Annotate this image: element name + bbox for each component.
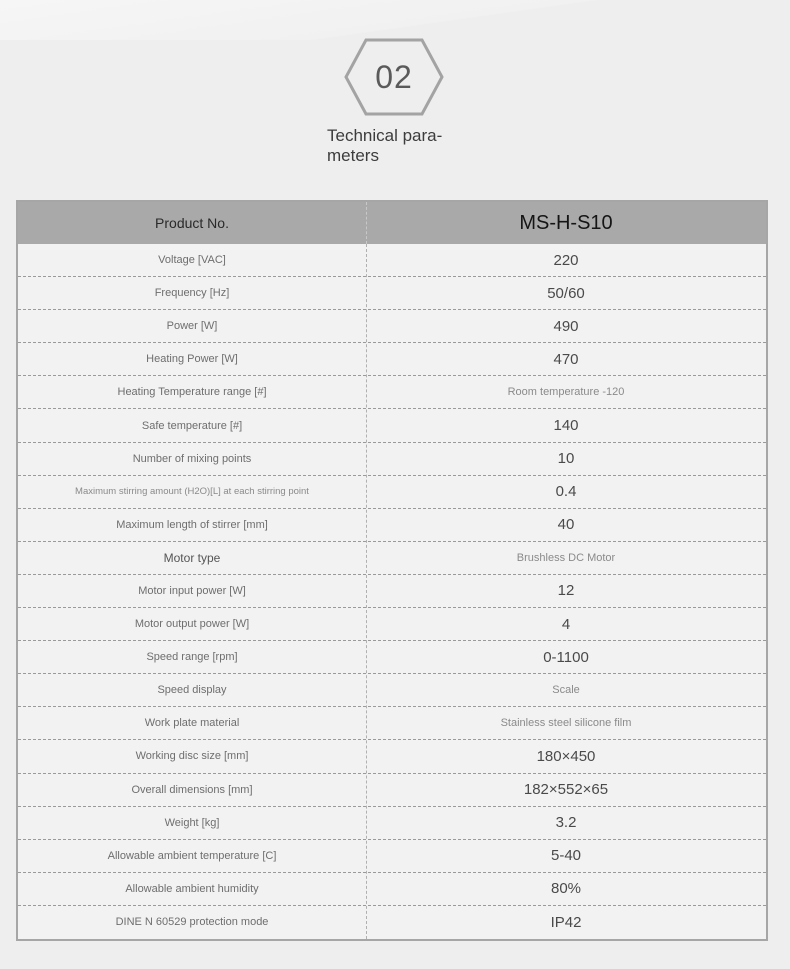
column-divider: [366, 202, 367, 244]
row-label: Speed display: [157, 684, 227, 697]
row-label: Number of mixing points: [132, 452, 252, 465]
row-value: 50/60: [547, 284, 585, 302]
section-title: [327, 126, 487, 166]
table-row: [18, 244, 766, 277]
row-value: IP42: [550, 913, 582, 931]
row-value: 140: [553, 417, 579, 435]
row-label: Weight [kg]: [164, 816, 220, 829]
table-row: [18, 277, 766, 310]
row-value: 40: [557, 516, 575, 534]
row-value: 10: [557, 450, 575, 468]
table-row: [18, 476, 766, 509]
table-row: [18, 906, 766, 939]
table-row: [18, 310, 766, 343]
table-row: [18, 807, 766, 840]
row-value: 180×450: [536, 747, 596, 765]
section-number: 02: [375, 58, 413, 95]
row-label: Overall dimensions [mm]: [131, 783, 253, 796]
row-label: Heating Temperature range [#]: [117, 386, 267, 399]
table-row: [18, 542, 766, 575]
row-value: 4: [561, 615, 571, 633]
row-value: 3.2: [555, 814, 577, 832]
row-value: 470: [553, 350, 579, 368]
table-row: [18, 840, 766, 873]
row-value: 80%: [550, 880, 582, 898]
table-row: [18, 376, 766, 409]
table-row: [18, 343, 766, 376]
row-value: Brushless DC Motor: [516, 551, 616, 564]
column-divider: [366, 244, 367, 939]
specs-table: [16, 200, 768, 941]
row-value: 5-40: [550, 847, 582, 865]
row-value: Stainless steel silicone film: [500, 717, 632, 730]
row-label: Motor input power [W]: [138, 584, 246, 597]
row-label: Maximum stirring amount (H2O)[L] at each stirring point: [75, 486, 309, 498]
row-label: Heating Power [W]: [146, 353, 238, 366]
section-title-line1: Technical para-: [327, 126, 443, 145]
row-value: Room temperature -120: [507, 386, 625, 399]
table-row: [18, 443, 766, 476]
table-row: [18, 641, 766, 674]
table-row: [18, 409, 766, 442]
row-label: Allowable ambient humidity: [125, 882, 259, 895]
background-sheen: [0, 0, 790, 40]
row-label: Allowable ambient temperature [C]: [107, 849, 277, 862]
row-label: Work plate material: [144, 717, 240, 730]
row-label: Maximum length of stirrer [mm]: [116, 518, 268, 531]
table-row: [18, 674, 766, 707]
row-label: Working disc size [mm]: [135, 750, 249, 763]
table-row: [18, 774, 766, 807]
row-label: Safe temperature [#]: [141, 419, 243, 432]
header-label: Product No.: [155, 215, 229, 231]
table-row: [18, 740, 766, 773]
header-value: MS-H-S10: [519, 211, 613, 234]
table-body: [18, 244, 766, 939]
row-label: Power [W]: [166, 320, 218, 333]
table-row: [18, 707, 766, 740]
table-header: [18, 202, 766, 244]
row-label: Frequency [Hz]: [154, 287, 230, 300]
table-row: [18, 575, 766, 608]
row-value: 220: [553, 251, 579, 269]
row-label: DINE N 60529 protection mode: [115, 916, 269, 929]
row-value: 182×552×65: [523, 781, 609, 799]
section-number-badge: [344, 38, 444, 116]
row-value: Scale: [552, 684, 580, 697]
table-row: [18, 509, 766, 542]
row-label: Voltage [VAC]: [158, 254, 226, 267]
row-value: 0.4: [555, 483, 577, 501]
row-label: Motor type: [163, 550, 221, 565]
table-row: [18, 608, 766, 641]
row-label: Speed range [rpm]: [146, 651, 238, 664]
row-value: 490: [553, 317, 579, 335]
table-row: [18, 873, 766, 906]
row-value: 0-1100: [543, 648, 589, 666]
row-label: Motor output power [W]: [134, 618, 250, 631]
section-title-line2: meters: [327, 146, 379, 165]
row-value: 12: [557, 582, 575, 600]
